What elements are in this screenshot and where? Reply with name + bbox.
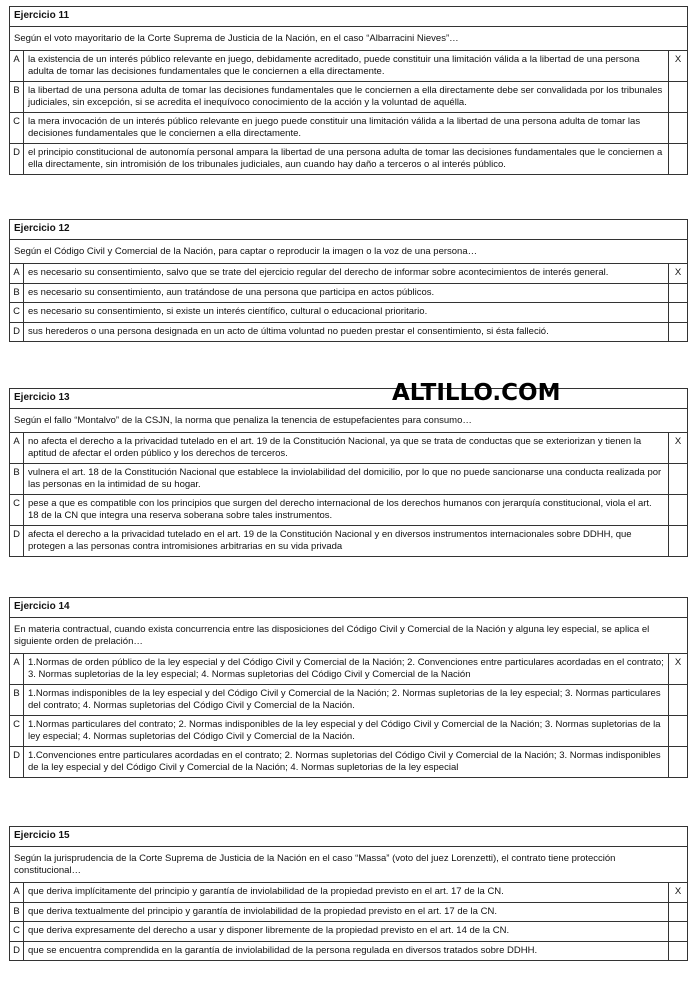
option-letter: D	[10, 526, 24, 556]
option-row	[10, 323, 687, 342]
option-text: es necesario su consentimiento, si existe un interés científico, cultural o educacional prioritario.	[24, 303, 669, 322]
option-text: que deriva textualmente del principio y garantía de inviolabilidad de la propiedad previsto en el art. 17 de la CN.	[24, 903, 669, 922]
option-row	[10, 716, 687, 747]
option-letter: B	[10, 685, 24, 715]
exercise-title: Ejercicio 15	[10, 827, 687, 847]
answer-mark: X	[674, 54, 682, 65]
answer-mark	[669, 113, 687, 143]
answer-mark	[669, 747, 687, 777]
exercise-question: Según el Código Civil y Comercial de la Nación, para captar o reproducir la imagen o la voz de una persona…	[10, 240, 687, 264]
option-letter: C	[10, 716, 24, 746]
option-letter: A	[10, 264, 24, 283]
option-letter: B	[10, 464, 24, 494]
option-text: que deriva expresamente del derecho a usar y disponer libremente de la propiedad previsto en el art. 14 de la CN.	[24, 922, 669, 941]
exercise-15	[9, 826, 688, 961]
exercise-question: Según el fallo “Montalvo” de la CSJN, la norma que penaliza la tenencia de estupefacientes para consumo…	[10, 409, 687, 433]
option-letter: C	[10, 303, 24, 322]
options-list	[10, 51, 687, 174]
option-text: la mera invocación de un interés público relevante en juego puede constituir una limitación válida a la libertad de una persona adulta de tomar las decisiones fundamentales que le conciernen a ella directamente.	[24, 113, 669, 143]
answer-mark	[669, 303, 687, 322]
answer-mark: X	[674, 886, 682, 897]
option-text: sus herederos o una persona designada en un acto de última voluntad no pueden prestar el consentimiento, si ésta falleció.	[24, 323, 669, 342]
exercise-13	[9, 388, 688, 557]
option-text: el principio constitucional de autonomía personal ampara la libertad de una persona adulta de tomar las decisiones fundamentales que le conciernen a ella directamente, sin intromisión de los tribunales judiciales, aun cuando hay daño a terceros o al interés público.	[24, 144, 669, 174]
option-text: 1.Normas particulares del contrato; 2. Normas indisponibles de la ley especial y del Código Civil y Comercial de la Nación; 3. Normas supletorias de la ley especial; 4. Normas supletorias del Código Civil y Comercial de la Nación.	[24, 716, 669, 746]
option-text: pese a que es compatible con los principios que surgen del derecho internacional de los derechos humanos con jerarquía constitucional, viola el art. 18 de la CN que integra una reserva soberana sobre tales instrumentos.	[24, 495, 669, 525]
option-text: 1.Normas de orden público de la ley especial y del Código Civil y Comercial de la Nación; 2. Convenciones entre particulares acordadas en el contrato; 3. Normas supletorias de la ley especial; 4. Normas supletorias del Código Civil y Comercial de la Nación	[24, 654, 669, 684]
option-letter: D	[10, 323, 24, 342]
option-row	[10, 883, 687, 903]
answer-mark	[669, 495, 687, 525]
answer-mark	[669, 526, 687, 556]
option-row	[10, 495, 687, 526]
option-row	[10, 903, 687, 923]
option-row	[10, 113, 687, 144]
exercise-title: Ejercicio 11	[10, 7, 687, 27]
answer-mark: X	[674, 657, 682, 668]
option-letter: C	[10, 113, 24, 143]
option-row	[10, 942, 687, 961]
options-list	[10, 654, 687, 777]
answer-mark	[669, 284, 687, 303]
option-row	[10, 82, 687, 113]
exercise-question: En materia contractual, cuando exista concurrencia entre las disposiciones del Código Civil y Comercial de la Nación y alguna ley especial, se aplica el siguiente orden de prelación…	[10, 618, 687, 654]
option-row	[10, 284, 687, 304]
option-letter: A	[10, 51, 24, 81]
option-row	[10, 433, 687, 464]
option-text: 1.Convenciones entre particulares acordadas en el contrato; 2. Normas supletorias del Código Civil y Comercial de la Nación; 3. Normas indisponibles de la ley especial y del Código Civil y Comercial de la Nación; 4. Normas supletorias de la ley especial	[24, 747, 669, 777]
option-text: que deriva implícitamente del principio y garantía de inviolabilidad de la propiedad previsto en el art. 17 de la CN.	[24, 883, 669, 902]
option-letter: B	[10, 284, 24, 303]
exercise-question: Según el voto mayoritario de la Corte Suprema de Justicia de la Nación, en el caso “Albarracini Nieves”…	[10, 27, 687, 51]
answer-mark	[669, 685, 687, 715]
exercise-11	[9, 6, 688, 175]
option-text: que se encuentra comprendida en la garantía de inviolabilidad de la persona regulada en diversos tratados sobre DDHH.	[24, 942, 669, 961]
option-text: afecta el derecho a la privacidad tutelado en el art. 19 de la Constitución Nacional y en diversos instrumentos internacionales sobre DDHH, que protegen a las personas contra intromisiones arbitrarias en su vida privada	[24, 526, 669, 556]
option-text: es necesario su consentimiento, aun tratándose de una persona que participa en actos públicos.	[24, 284, 669, 303]
watermark: ALTILLO.COM	[392, 380, 561, 406]
option-letter: A	[10, 433, 24, 463]
answer-mark	[669, 942, 687, 961]
exercise-14	[9, 597, 688, 778]
answer-mark	[669, 716, 687, 746]
option-row	[10, 51, 687, 82]
answer-mark	[669, 922, 687, 941]
option-letter: D	[10, 942, 24, 961]
option-letter: C	[10, 495, 24, 525]
option-text: vulnera el art. 18 de la Constitución Nacional que establece la inviolabilidad del domicilio, por lo que no puede sancionarse una conducta realizada por las personas en la intimidad de su hogar.	[24, 464, 669, 494]
option-letter: D	[10, 144, 24, 174]
answer-mark	[669, 903, 687, 922]
option-letter: A	[10, 883, 24, 902]
option-row	[10, 144, 687, 174]
answer-mark	[669, 144, 687, 174]
option-row	[10, 747, 687, 777]
answer-mark	[669, 323, 687, 342]
option-letter: A	[10, 654, 24, 684]
exercise-title: Ejercicio 13	[10, 389, 687, 409]
option-letter: B	[10, 82, 24, 112]
option-letter: C	[10, 922, 24, 941]
exercise-12	[9, 219, 688, 342]
option-text: 1.Normas indisponibles de la ley especial y del Código Civil y Comercial de la Nación; 2. Normas supletorias de la ley especial; 3. Normas particulares del contrato; 4. Normas supletorias del Código Civil y Comercial de la Nación.	[24, 685, 669, 715]
option-row	[10, 526, 687, 556]
option-row	[10, 303, 687, 323]
option-row	[10, 922, 687, 942]
answer-mark: X	[674, 267, 682, 278]
option-row	[10, 264, 687, 284]
exercise-title: Ejercicio 14	[10, 598, 687, 618]
options-list	[10, 883, 687, 960]
option-text: la existencia de un interés público relevante en juego, debidamente acreditado, puede constituir una limitación válida a la libertad de una persona adulta de tomar las decisiones fundamentales que le conciernen a ella directamente.	[24, 51, 669, 81]
option-letter: B	[10, 903, 24, 922]
answer-mark	[669, 82, 687, 112]
option-text: es necesario su consentimiento, salvo que se trate del ejercicio regular del derecho de informar sobre acontecimientos de interés general.	[24, 264, 669, 283]
answer-mark: X	[674, 436, 682, 447]
options-list	[10, 264, 687, 341]
answer-mark	[669, 464, 687, 494]
option-letter: D	[10, 747, 24, 777]
exercise-question: Según la jurisprudencia de la Corte Suprema de Justicia de la Nación en el caso “Massa” (voto del juez Lorenzetti), el contrato tiene protección constitucional…	[10, 847, 687, 883]
option-text: no afecta el derecho a la privacidad tutelado en el art. 19 de la Constitución Nacional, ya que se trata de conductas que se exteriorizan y tienen la aptitud de afectar el orden público y los derechos de terceros.	[24, 433, 669, 463]
exercise-title: Ejercicio 12	[10, 220, 687, 240]
option-row	[10, 685, 687, 716]
option-row	[10, 654, 687, 685]
options-list	[10, 433, 687, 556]
option-row	[10, 464, 687, 495]
option-text: la libertad de una persona adulta de tomar las decisiones fundamentales que le conciernen a ella directamente debe ser convalidada por los tribunales judiciales, sin excepción, si se acredita el inequívoco conocimiento de la acción y la voluntad de aquélla.	[24, 82, 669, 112]
